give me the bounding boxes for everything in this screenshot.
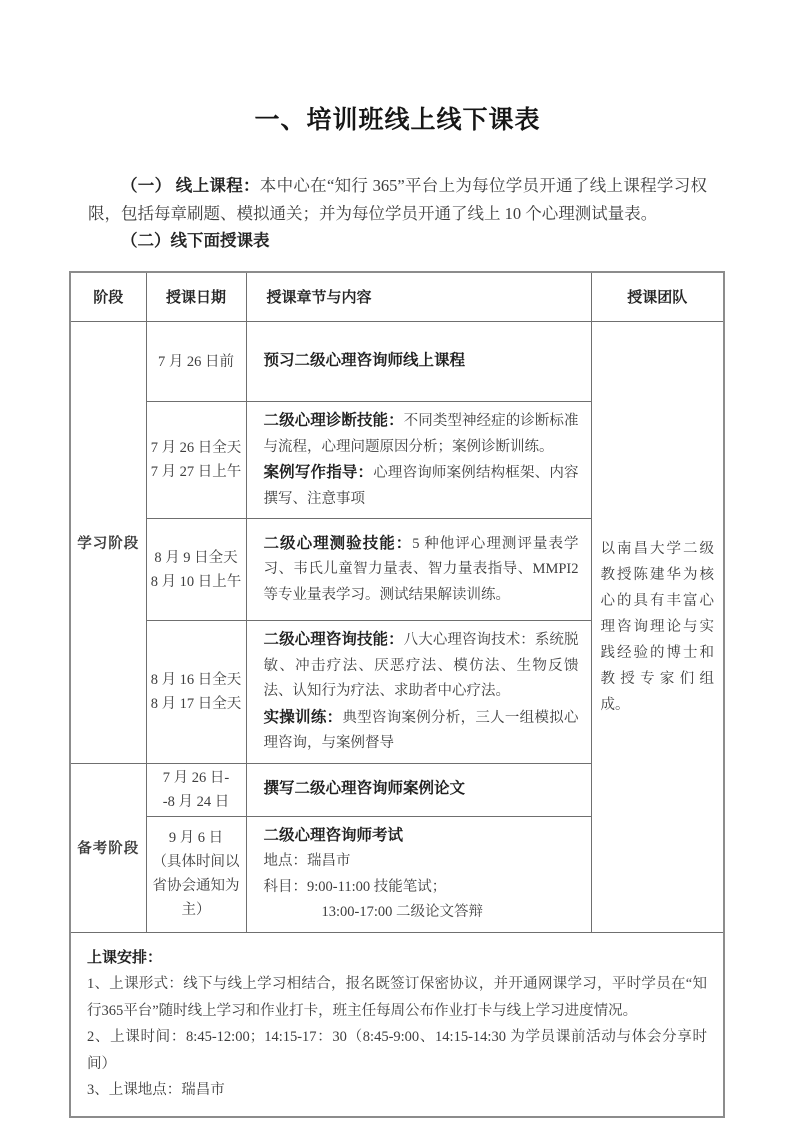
- content-block: [264, 875, 579, 901]
- content-cell: [246, 621, 591, 764]
- header-team: 授课团队: [591, 272, 724, 322]
- content-block-text: 心理咨询师案例结构框架、内容撰写、注意事项: [263, 465, 579, 507]
- date-line: 9 月 6 日: [168, 830, 224, 846]
- team-cell: 以南昌大学二级教授陈建华为核心的具有丰富心理咨询理论与实践经验的博士和教授专家们组成。: [591, 322, 724, 933]
- content-cell: [246, 763, 591, 816]
- date-cell: [146, 621, 246, 764]
- content-cell: [246, 816, 591, 932]
- header-date: 授课日期: [146, 272, 246, 322]
- content-block: [264, 460, 579, 512]
- content-block-label: 实操训练：: [263, 708, 343, 726]
- content-block: [264, 900, 579, 926]
- table-footer-row: [70, 932, 724, 1117]
- content-block: [264, 823, 579, 850]
- content-block-label: 二级心理诊断技能：: [263, 412, 404, 429]
- date-line: 8 月 16 日全天: [150, 671, 242, 688]
- intro-item1-label: （一） 线上课程：: [121, 176, 260, 195]
- date-cell: [146, 763, 246, 816]
- date-line: 7 月 26 日全天: [150, 440, 242, 456]
- date-line: 7 月 26 日-: [162, 769, 230, 786]
- content-block-label: 二级心理咨询师考试: [263, 826, 404, 844]
- class-arrangement-cell: [70, 932, 724, 1117]
- table-row: [70, 322, 724, 402]
- schedule-table: [69, 271, 725, 1118]
- date-line: 8 月 10 日上午: [150, 573, 242, 590]
- date-cell: [146, 816, 246, 932]
- date-line: -8 月 24 日: [162, 793, 230, 810]
- header-content: 授课章节与内容: [246, 272, 591, 322]
- content-block: [264, 776, 579, 803]
- content-block: [264, 408, 579, 460]
- arrangement-item: 3、上课地点：瑞昌市: [87, 1082, 225, 1098]
- content-block-label: 二级心理咨询技能：: [263, 631, 404, 648]
- content-block-text: 5 种他评心理测评量表学习、韦氏儿童智力量表、智力量表指导、MMPI2 等专业量表学习。测试结果解读训练。: [263, 535, 579, 603]
- date-cell: [146, 519, 246, 621]
- stage-cell-learning: 学习阶段: [70, 322, 146, 764]
- intro-paragraph-offline-table: （二）线下面授课表: [121, 231, 270, 250]
- stage-cell-exam-prep: 备考阶段: [70, 763, 146, 932]
- intro-section: [88, 172, 707, 255]
- content-block-text: 地点：瑞昌市: [263, 853, 351, 869]
- arrangement-item: 1、上课形式：线下与线上学习相结合，报名既签订保密协议，并开通网课学习，平时学员在“知行365平台”随时线上学习和作业打卡，班主任每周公布作业打卡与线上学习进度情况。: [87, 976, 707, 1019]
- arrangement-heading: 上课安排：: [87, 949, 163, 966]
- content-block-text: 典型咨询案例分析，三人一组模拟心理咨询，与案例督导: [263, 709, 579, 751]
- header-stage: 阶段: [70, 272, 146, 322]
- date-line: 7 月 26 日前: [157, 353, 235, 370]
- content-cell: [246, 322, 591, 402]
- content-block-label: 撰写二级心理咨询师案例论文: [263, 780, 466, 798]
- intro-item1-text: 本中心在“知行 365”平台上为每位学员开通了线上课程学习权限，包括每章刷题、模拟通关；并为每位学员开通了线上 10 个心理测试量表。: [88, 176, 708, 223]
- date-line: 8 月 9 日全天: [154, 549, 238, 566]
- date-line: 7 月 27 日上午: [150, 464, 242, 480]
- table-header-row: [70, 272, 724, 322]
- arrangement-item: 2、上课时间：8:45-12:00；14:15-17：30（8:45-9:00、14:15-14:30 为学员课前活动与体会分享时间）: [87, 1029, 707, 1072]
- content-block-label: 预习二级心理咨询师线上课程: [263, 352, 466, 370]
- content-block: [264, 531, 579, 609]
- content-block-label: 二级心理测验技能：: [263, 534, 413, 552]
- content-block-text: 科目：9:00-11:00 技能笔试；: [263, 878, 447, 895]
- intro-paragraph-online-course: [88, 172, 707, 227]
- date-line: （具体时间以省协会通知为主）: [152, 854, 240, 918]
- date-cell: [146, 322, 246, 402]
- content-block-label: 案例写作指导：: [263, 464, 374, 481]
- date-line: 8 月 17 日全天: [150, 695, 242, 712]
- content-cell: [246, 402, 591, 519]
- date-cell: [146, 402, 246, 519]
- content-block: [264, 849, 579, 875]
- content-block-text: 八大心理咨询技术：系统脱敏、冲击疗法、厌恶疗法、模仿法、生物反馈法、认知行为疗法、求助者中心疗法。: [263, 632, 579, 699]
- content-block: [264, 705, 579, 757]
- content-block: [264, 348, 579, 375]
- content-block: [264, 627, 579, 705]
- content-block-text: 不同类型神经症的诊断标准与流程，心理问题原因分析；案例诊断训练。: [263, 413, 579, 455]
- page-title: 一、培训班线上线下课表: [254, 106, 541, 134]
- content-cell: [246, 519, 591, 621]
- content-block-text: 13:00-17:00 二级论文答辩: [321, 904, 484, 920]
